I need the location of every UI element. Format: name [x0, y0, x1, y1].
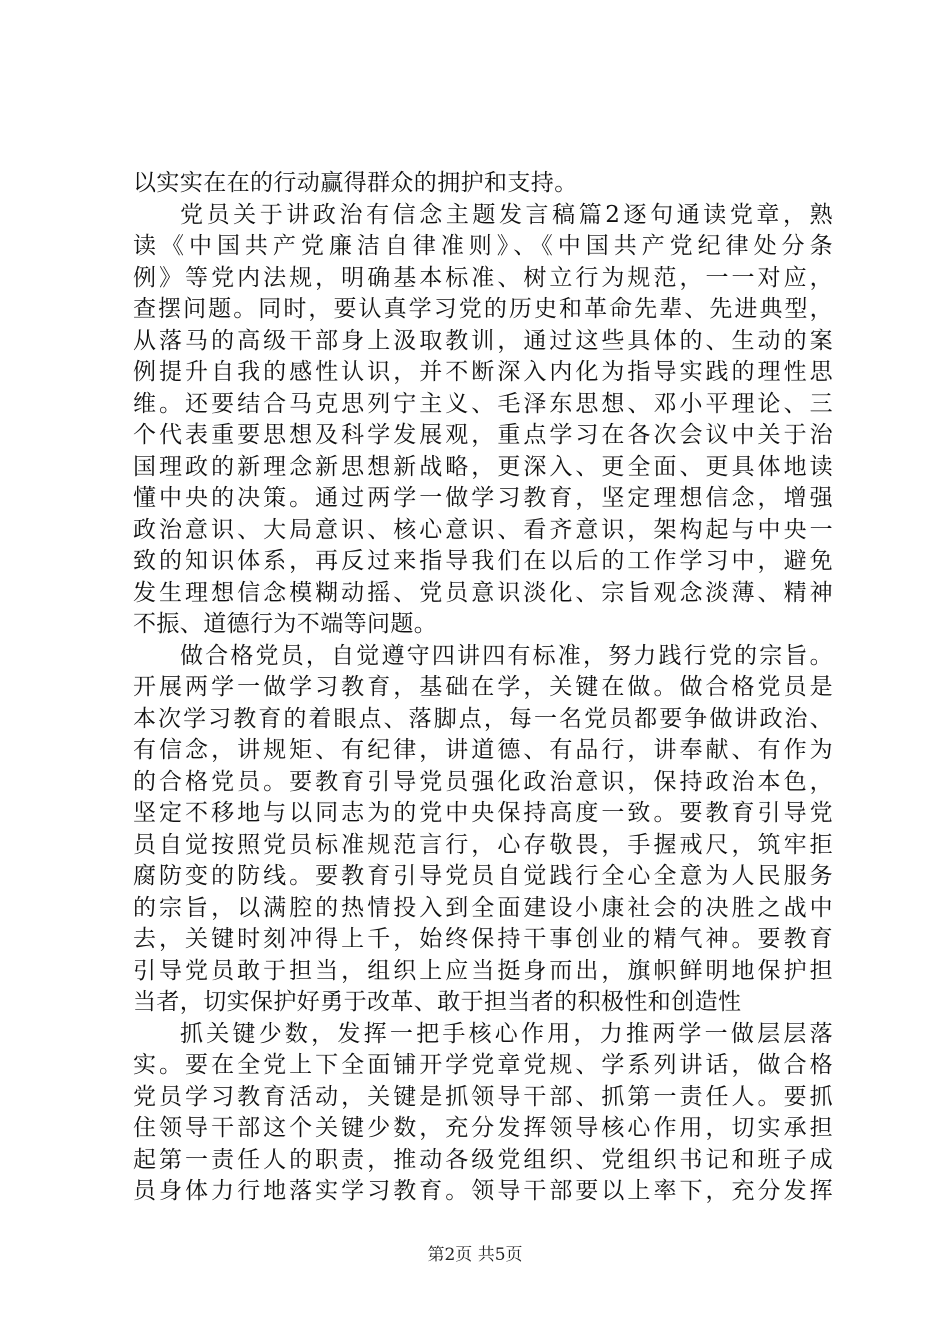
text-line: 例提升自我的感性认识，并不断深入内化为指导实践的理性思: [133, 359, 833, 385]
text-line: 的合格党员。要教育引导党员强化政治意识，保持政治本色，: [133, 768, 833, 795]
paragraph-1: [133, 168, 833, 200]
text-line: 抓关键少数，发挥一把手核心作用，力推两学一做层层落: [180, 1020, 833, 1047]
text-line: 起第一责任人的职责，推动各级党组织、党组织书记和班子成: [133, 1146, 833, 1173]
text-line: 员自觉按照党员标准规范言行，心存敬畏，手握戒尺，筑牢拒: [133, 831, 833, 858]
text-line: 的宗旨，以满腔的热情投入到全面建设小康社会的决胜之战中: [133, 894, 833, 921]
text-line: 员身体力行地落实学习教育。领导干部要以上率下，充分发挥: [133, 1178, 833, 1204]
page-number-footer: 第2页 共5页: [427, 1245, 523, 1265]
text-line: 发生理想信念模糊动摇、党员意识淡化、宗旨观念淡薄、精神: [133, 579, 833, 606]
text-line: 有信念，讲规矩、有纪律，讲道德、有品行，讲奉献、有作为: [133, 737, 833, 763]
text-line: 党员学习教育活动，关键是抓领导干部、抓第一责任人。要抓: [133, 1083, 833, 1110]
text-line: 维。还要结合马克思列宁主义、毛泽东思想、邓小平理论、三: [133, 390, 833, 417]
text-line: 引导党员敢于担当，组织上应当挺身而出，旗帜鲜明地保护担: [133, 957, 833, 984]
text-line: 国理政的新理念新思想新战略，更深入、更全面、更具体地读: [133, 453, 833, 480]
paragraph-4: [133, 1019, 833, 1208]
text-line: 不振、道德行为不端等问题。: [133, 611, 438, 637]
text-line: 实。要在全党上下全面铺开学党章党规、学系列讲话，做合格: [133, 1052, 833, 1078]
text-line: 个代表重要思想及科学发展观，重点学习在各次会议中关于治: [133, 422, 833, 448]
text-line: 坚定不移地与以同志为的党中央保持高度一致。要教育引导党: [133, 800, 833, 826]
text-line: 从落马的高级干部身上汲取教训，通过这些具体的、生动的案: [133, 327, 833, 354]
text-line: 查摆问题。同时，要认真学习党的历史和革命先辈、先进典型，: [133, 296, 833, 322]
text-line: 例》等党内法规，明确基本标准、树立行为规范，一一对应，: [133, 264, 833, 291]
text-line: 去，关键时刻冲得上千，始终保持干事创业的精气神。要教育: [133, 926, 833, 952]
text-line: 读《中国共产党廉洁自律准则》、《中国共产党纪律处分条: [133, 233, 833, 259]
text-line: 腐防变的防线。要教育引导党员自觉践行全心全意为人民服务: [133, 863, 833, 889]
text-line: 本次学习教育的着眼点、落脚点，每一名党员都要争做讲政治、: [133, 705, 833, 732]
text-line: 致的知识体系，再反过来指导我们在以后的工作学习中，避免: [133, 548, 833, 574]
paragraph-3: [133, 641, 833, 1019]
text-line: 住领导干部这个关键少数，充分发挥领导核心作用，切实承担: [133, 1115, 833, 1141]
text-line: 做合格党员，自觉遵守四讲四有标准，努力践行党的宗旨。: [180, 642, 833, 669]
text-line: 以实实在在的行动赢得群众的拥护和支持。: [133, 170, 578, 196]
document-body: [133, 168, 833, 1208]
paragraph-2: [133, 200, 833, 641]
text-line: 当者，切实保护好勇于改革、敢于担当者的积极性和创造性: [133, 989, 742, 1015]
text-line: 开展两学一做学习教育，基础在学，关键在做。做合格党员是: [133, 674, 833, 700]
text-line: 懂中央的决策。通过两学一做学习教育，坚定理想信念，增强: [133, 485, 833, 511]
text-line: 政治意识、大局意识、核心意识、看齐意识，架构起与中央一: [133, 516, 833, 543]
text-line: 党员关于讲政治有信念主题发言稿篇2逐句通读党章，熟: [180, 201, 833, 228]
